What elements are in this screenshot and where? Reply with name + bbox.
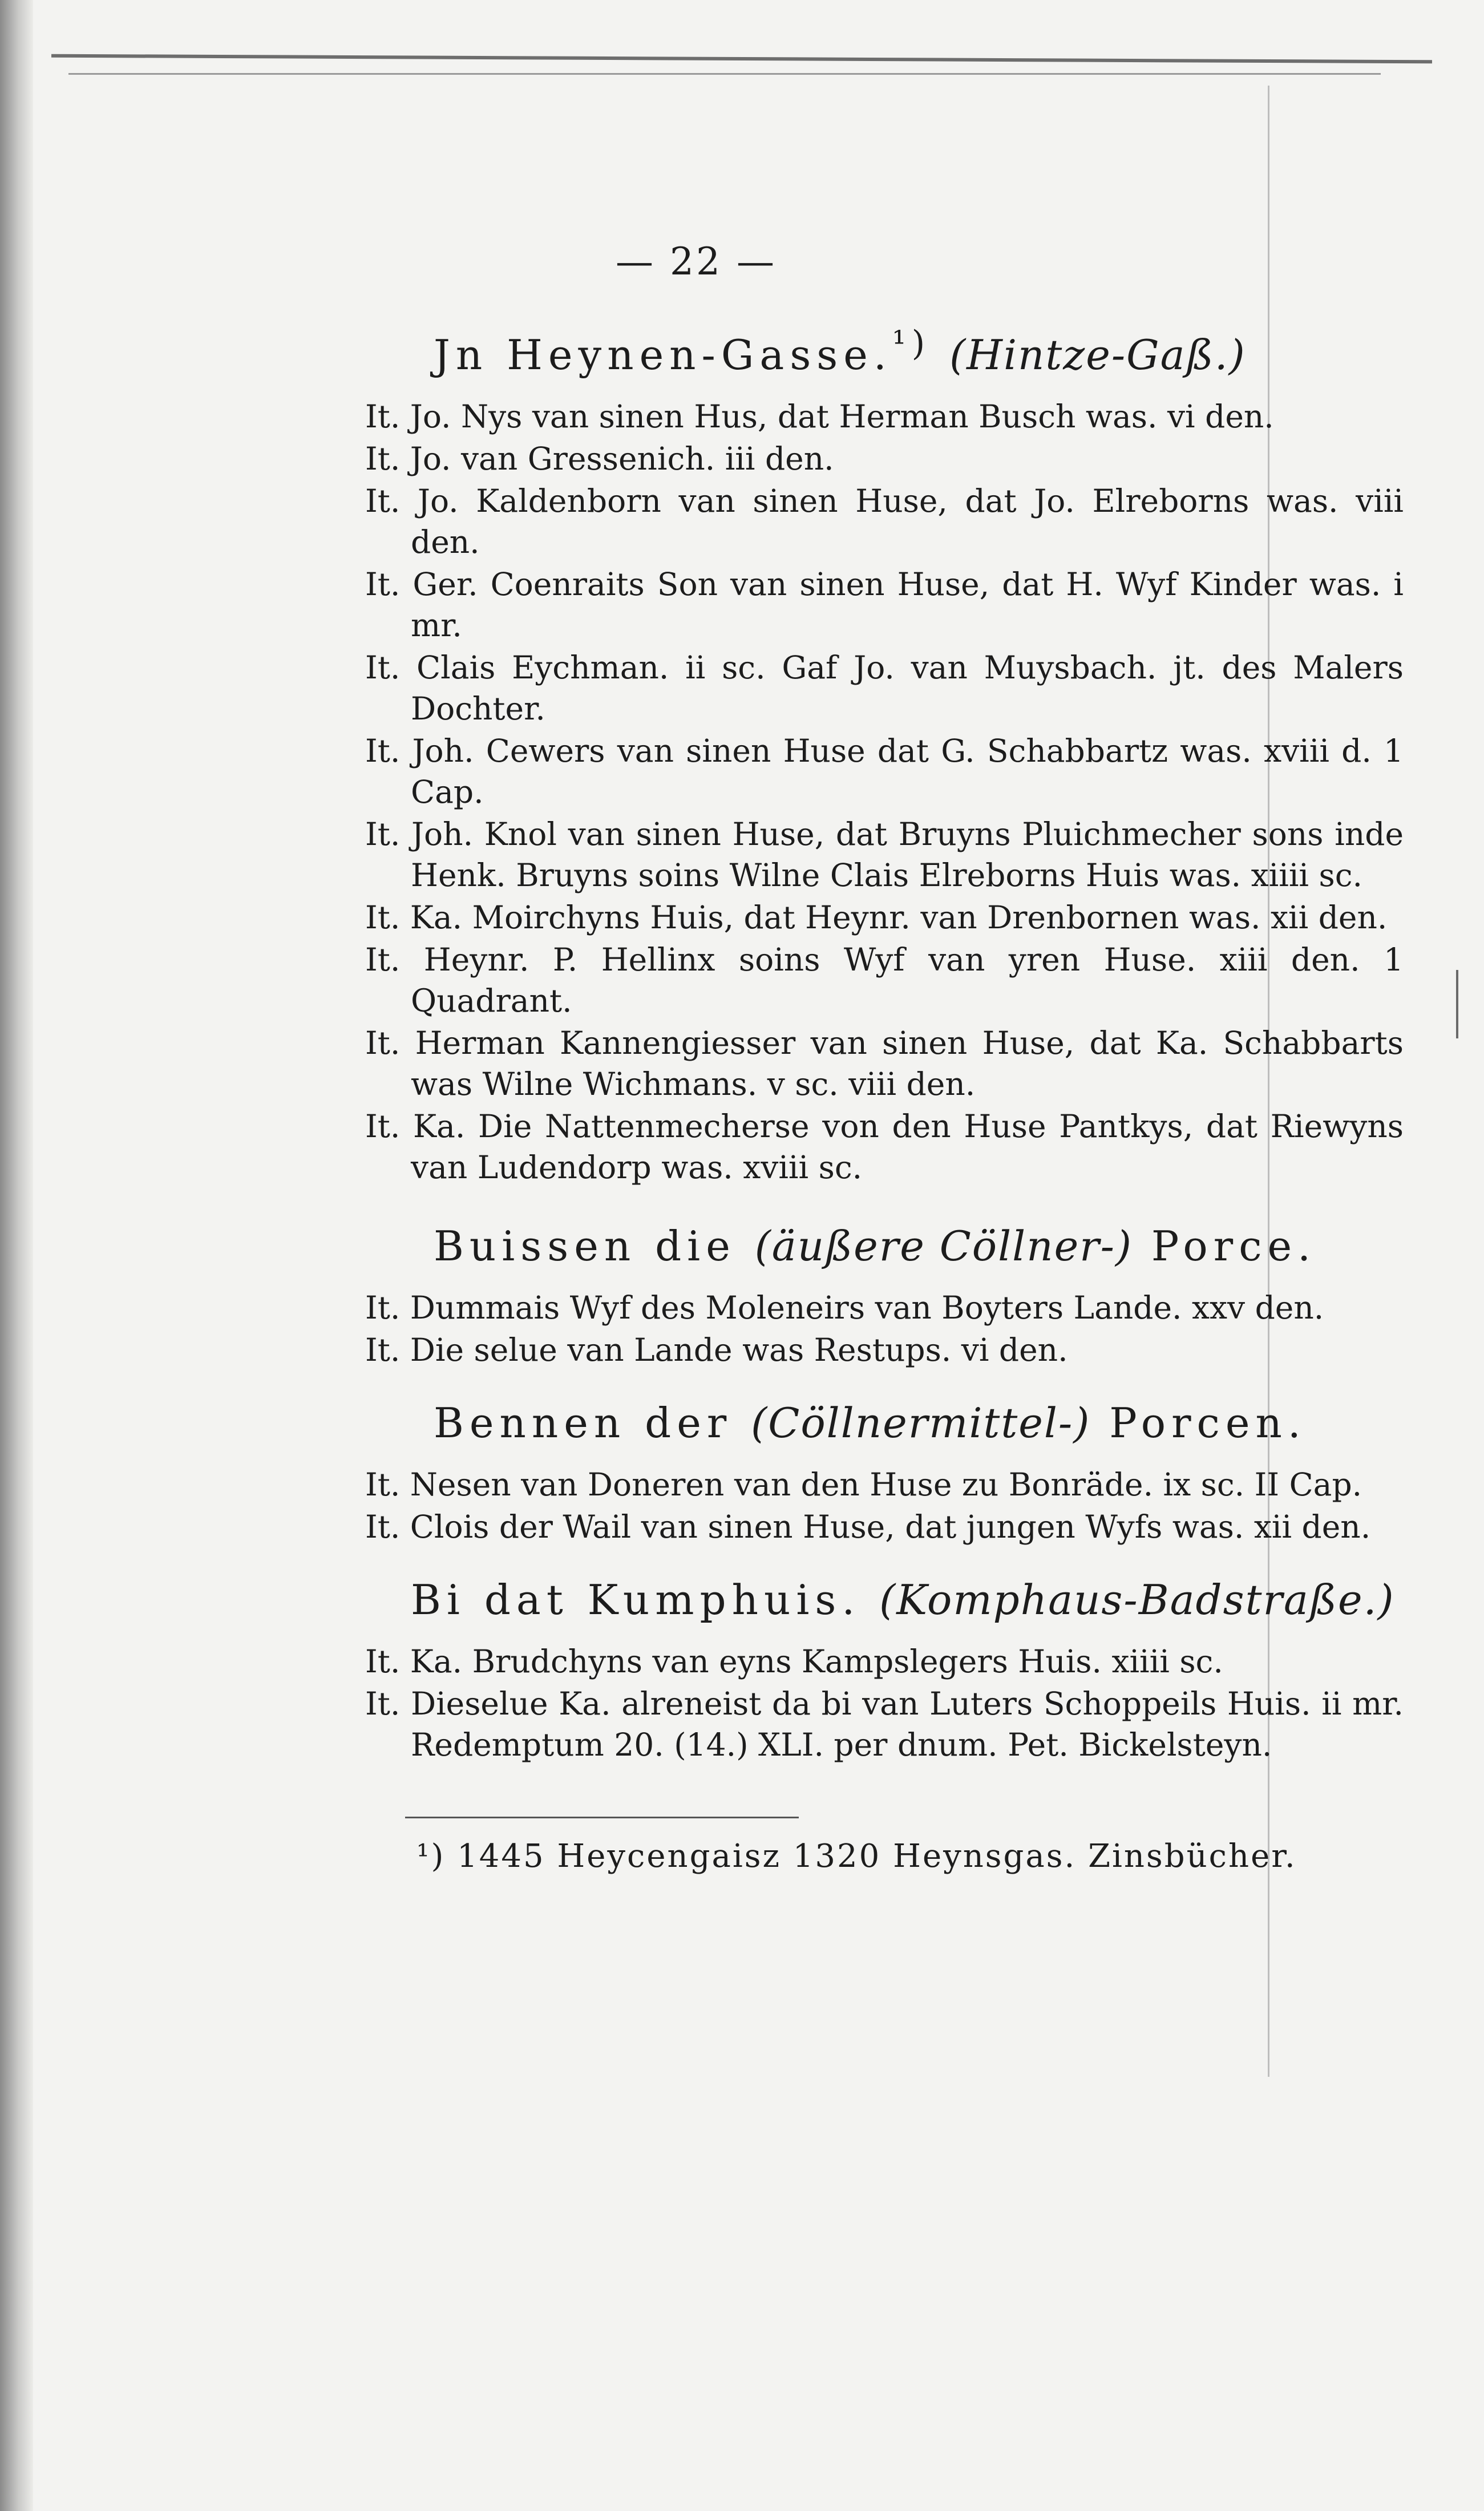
page-edge-shadow (0, 0, 33, 2511)
entry: It. Ka. Moirchyns Huis, dat Heynr. van Drenbornen was. xii den. (365, 899, 1388, 936)
entry: It. Jo. Nys van sinen Hus, dat Herman Busch was. vi den. (365, 398, 1274, 435)
section-subtitle: (Komphaus-Badstraße.) (879, 1576, 1395, 1624)
entry: It. Joh. Cewers van sinen Huse dat G. Schabbartz was. xviii d. 1 Cap. (365, 733, 1404, 810)
section-title: Bennen der (434, 1399, 733, 1447)
entry: It. Clais Eychman. ii sc. Gaf Jo. van Muysbach. jt. des Malers Dochter. (365, 649, 1404, 727)
section-subtitle: (Hintze-Gaß.) (949, 331, 1246, 379)
top-rule-thin (68, 73, 1381, 75)
entry: It. Dummais Wyf des Moleneirs van Boyters Lande. xxv den. (365, 1289, 1324, 1326)
entry: It. Jo. van Gressenich. iii den. (365, 440, 834, 477)
entry: It. Joh. Knol van sinen Huse, dat Bruyns Pluichmecher sons inde Henk. Bruyns soins Wilne Clais Elreborns Huis was. xiiii sc. (365, 816, 1404, 893)
entry: It. Ger. Coenraits Son van sinen Huse, dat H. Wyf Kinder was. i mr. (365, 566, 1404, 644)
section-heading (434, 1222, 1404, 1270)
section-subtitle: (Cöllnermittel-) (751, 1399, 1091, 1447)
section-title: Bi dat Kumphuis. (411, 1576, 861, 1624)
entry: It. Jo. Kaldenborn van sinen Huse, dat Jo. Elreborns was. viii den. (365, 483, 1404, 560)
footnote-text: 1445 Heycengaisz 1320 Heynsgas. Zinsbücher. (457, 1838, 1297, 1875)
section-heading (411, 1576, 1404, 1624)
section-title-end: Porce. (1151, 1222, 1317, 1270)
entry: It. Clois der Wail van sinen Huse, dat jungen Wyfs was. xii den. (365, 1509, 1371, 1545)
entry: It. Dieselue Ka. alreneist da bi van Luters Schoppeils Huis. ii mr. Redemptum 20. (14.) XLI. per dnum. Pet. Bickelsteyn. (365, 1685, 1404, 1763)
section-heading (434, 324, 1404, 379)
page-number: — 22 — (616, 240, 777, 284)
entry: It. Heynr. P. Hellinx soins Wyf van yren Huse. xiii den. 1 Quadrant. (365, 941, 1404, 1019)
edge-mark (1456, 970, 1458, 1038)
entry: It. Die selue van Lande was Restups. vi den. (365, 1332, 1068, 1368)
entry: It. Herman Kannengiesser van sinen Huse, dat Ka. Schabbarts was Wilne Wichmans. v sc. viii den. (365, 1025, 1404, 1102)
footnote-divider (405, 1817, 799, 1818)
footnote-ref: ¹) (892, 324, 931, 363)
section-title-end: Porcen. (1109, 1399, 1307, 1447)
section-subtitle: (äußere Cöllner-) (754, 1222, 1133, 1270)
section-title: Jn Heynen-Gasse. (434, 331, 892, 379)
text-body (365, 240, 1404, 1875)
entry: It. Ka. Brudchyns van eyns Kampslegers Huis. xiiii sc. (365, 1643, 1223, 1680)
section-heading (434, 1399, 1404, 1447)
footnote-mark: ¹) (417, 1838, 446, 1875)
entry: It. Ka. Die Nattenmecherse von den Huse Pantkys, dat Riewyns van Ludendorp was. xviii sc. (365, 1108, 1404, 1186)
section-title: Buissen die (434, 1222, 736, 1270)
top-rule (51, 54, 1432, 64)
footnote (417, 1838, 1404, 1875)
entry: It. Nesen van Doneren van den Huse zu Bonräde. ix sc. II Cap. (365, 1466, 1362, 1503)
